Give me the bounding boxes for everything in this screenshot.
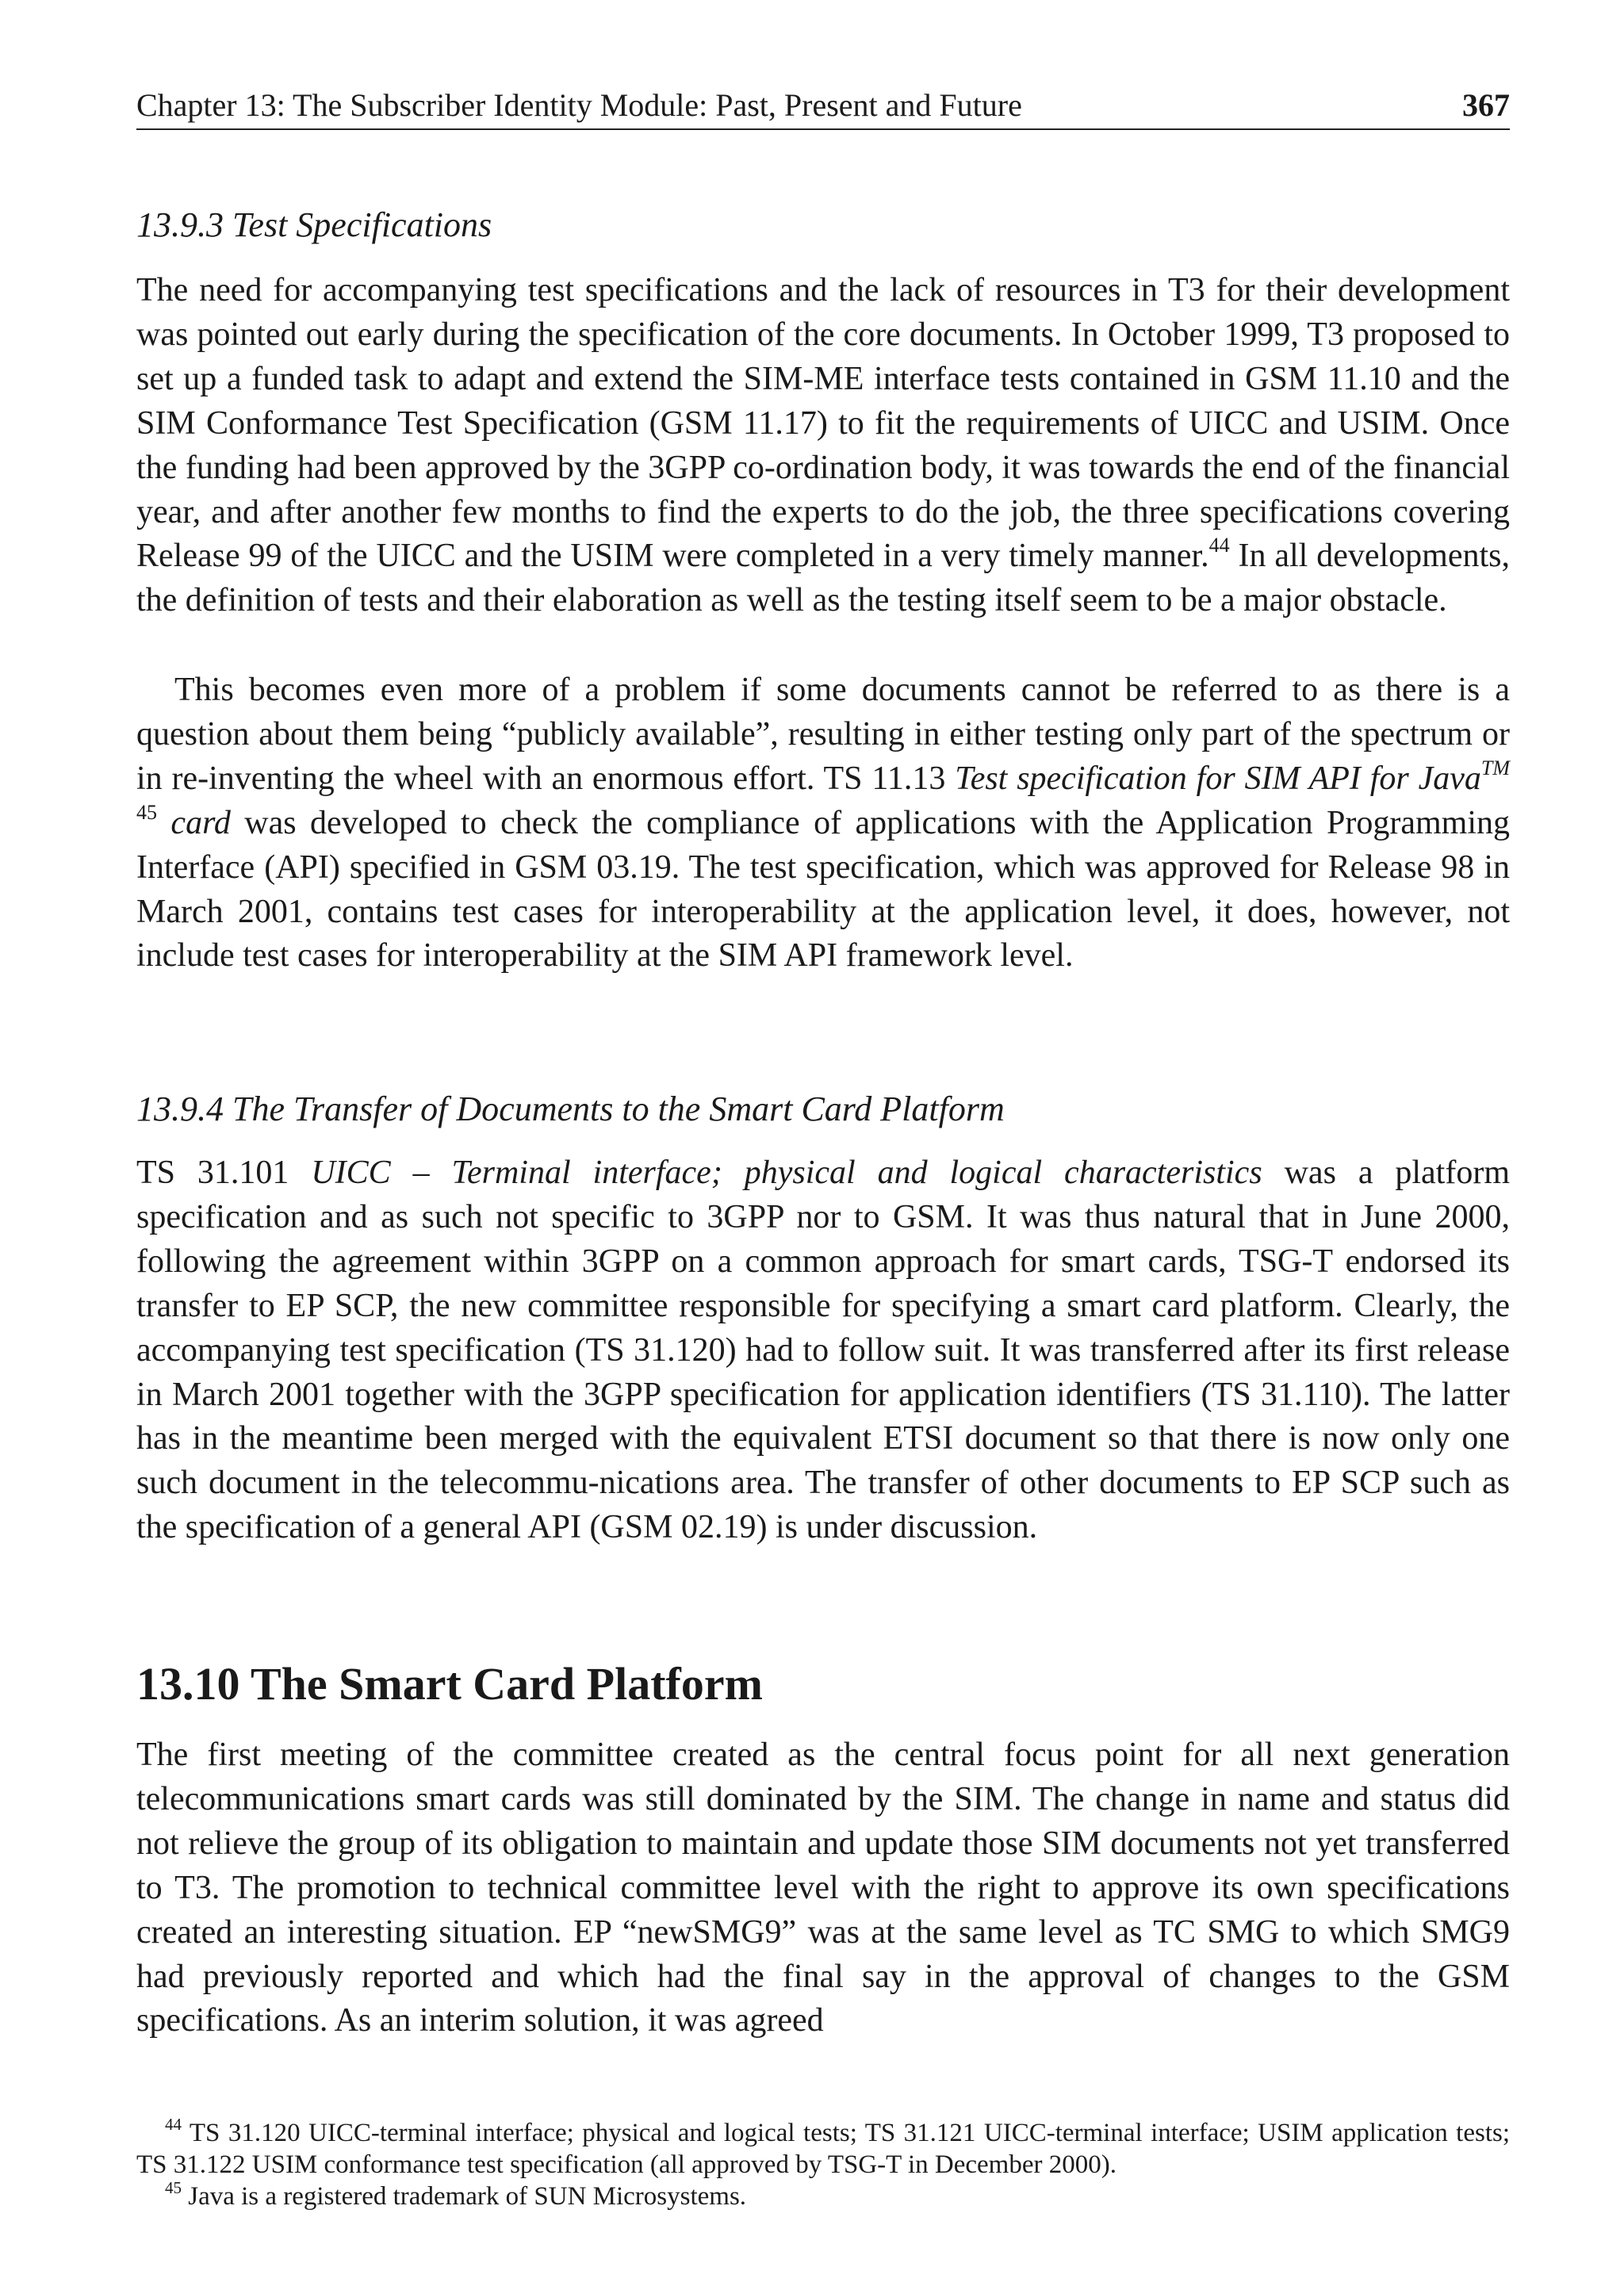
paragraph-text: was a platform specification and as such not specific to 3GPP nor to GSM. It was thus natural that in June 2000, following the agreement within 3GPP on a common approach for smart cards, TSG-T endorsed its transfer to EP SCP, the new committee responsible for specifying a smart card platform. Clearly, the accompanying test specification (TS 31.120) had to follow suit. It was transferred after its first release in March 2001 together with the 3GPP specification for application identifiers (TS 31.110). The latter has in the meantime been merged with the equivalent ETSI document so that there is now only one such document in the telecommu-nications area. The transfer of other documents to EP SCP such as the specification of a general API (GSM 02.19) is under discussion. xyxy=(136,1155,1510,1546)
section-heading-13-10: 13.10 The Smart Card Platform xyxy=(136,1658,763,1710)
tm-text: TM xyxy=(1480,756,1511,779)
paragraph-transfer-of-documents xyxy=(136,1151,1510,1550)
chapter-title: Chapter 13: The Subscriber Identity Module: Past, Present and Future xyxy=(136,86,1022,123)
section-heading-13-9-3: 13.9.3 Test Specifications xyxy=(136,205,492,244)
italic-title: card xyxy=(170,804,231,841)
book-page xyxy=(136,0,1510,2290)
footnote-45 xyxy=(136,2178,1510,2212)
paragraph-text: TS 31.101 xyxy=(136,1155,312,1191)
paragraph-text: The need for accompanying test specifications and the lack of resources in T3 for their development was pointed out early during the specification of the core documents. In October 1999, T3 proposed to set up a funded task to adapt and extend the SIM-ME interface tests contained in GSM 11.10 and the SIM Conformance Test Specification (GSM 11.17) to fit the requirements of UICC and USIM. Once the funding had been approved by the 3GPP co-ordination body, it was towards the end of the financial year, and after another few months to find the experts to do the job, the three specifications covering Release 99 of the UICC and the USIM were completed in a very timely manner. xyxy=(136,272,1510,575)
italic-title: Test specification for SIM API for Java xyxy=(955,760,1481,797)
page-number: 367 xyxy=(1462,86,1510,123)
paragraph-smart-card-platform: The first meeting of the committee created as the central focus point for all next generation telecommunications smart cards was still dominated by the SIM. The change in name and status did not relieve the group of its obligation to maintain and update those SIM documents not yet transferred to T3. The promotion to technical committee level with the right to approve its own specifications created an interesting situation. EP “newSMG9” was at the same level as TC SMG to which SMG9 had previously reported and which had the final say in the approval of changes to the GSM specifications. As an interim solution, it was agreed xyxy=(136,1737,1510,2039)
running-header xyxy=(136,81,1510,130)
paragraph-text: In all developments, the definition of tests and their elaboration as well as the testing itself seem to be a major obstacle. xyxy=(136,538,1510,619)
italic-title: UICC – Terminal interface; physical and logical characteristics xyxy=(311,1155,1262,1191)
footnote-text: TS 31.120 UICC-terminal interface; physical and logical tests; TS 31.121 UICC-terminal interface; USIM application tests; TS 31.122 USIM conformance test specification (all approved by TSG-T in December 2000). xyxy=(136,2119,1511,2179)
paragraph-test-specifications-2 xyxy=(136,668,1510,978)
paragraph-text: This becomes even more of a problem if some documents cannot be referred to as there is a question about them being “publicly available”, resulting in either testing only part of the spectrum or in re-inventing the wheel with an enormous effort. TS 11.13 xyxy=(136,672,1510,797)
paragraph-test-specifications-1 xyxy=(136,269,1510,623)
paragraph-text: was developed to check the compliance of applications with the Application Programming Interface (API) specified in GSM 03.19. The test specification, which was approved for Release 98 in March 2001, contains test cases for interoperability at the application level, it does, however, not include test cases for interoperability at the SIM API framework level. xyxy=(136,804,1511,975)
footnote-ref-44: 44 xyxy=(1208,534,1230,557)
footnote-ref-45: 45 xyxy=(136,800,157,824)
footnote-number: 44 xyxy=(165,2115,182,2134)
section-heading-13-9-4: 13.9.4 The Transfer of Documents to the Smart Card Platform xyxy=(136,1089,1005,1128)
footnote-44 xyxy=(136,2117,1510,2181)
footnote-number: 45 xyxy=(165,2178,182,2197)
footnote-text: Java is a registered trademark of SUN Microsystems. xyxy=(188,2182,747,2211)
